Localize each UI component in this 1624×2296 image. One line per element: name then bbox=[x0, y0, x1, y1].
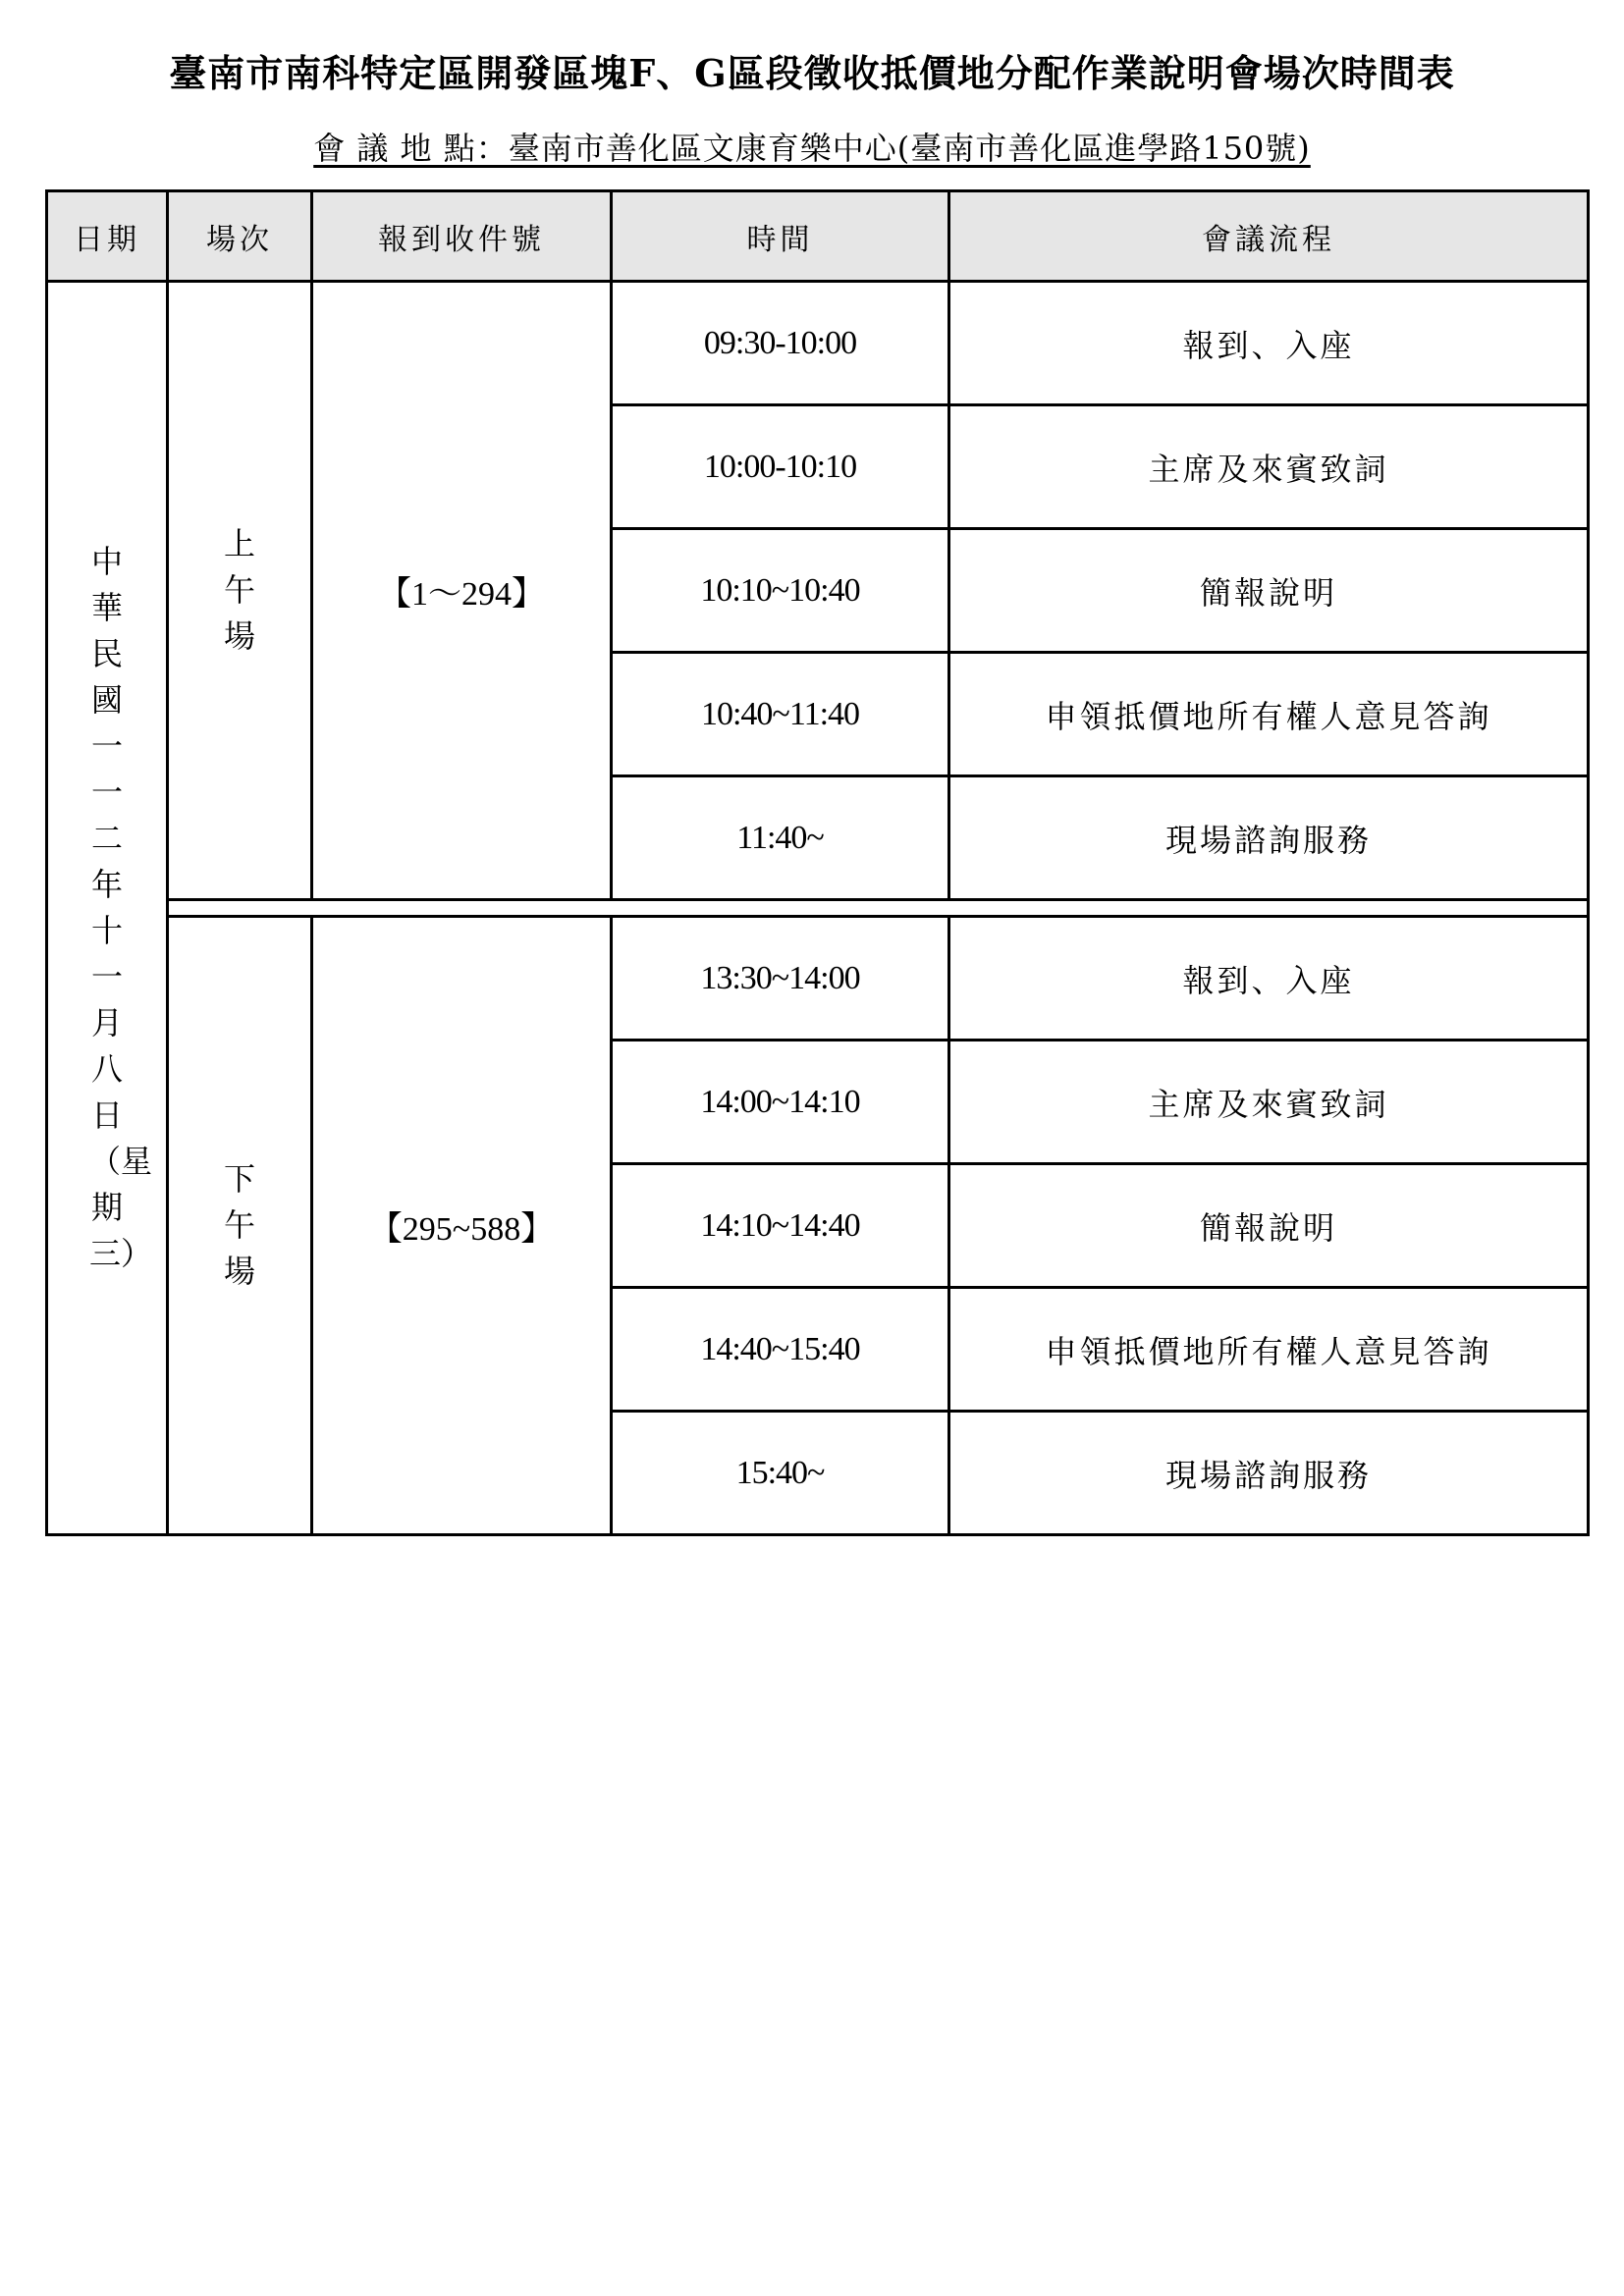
meeting-location bbox=[0, 124, 1624, 169]
checkin-range-afternoon: 【295~588】 bbox=[312, 917, 612, 1535]
time-cell: 13:30~14:00 bbox=[612, 917, 949, 1041]
time-cell: 14:40~15:40 bbox=[612, 1288, 949, 1412]
document-title: 臺南市南科特定區開發區塊F、G區段徵收抵價地分配作業說明會場次時間表 bbox=[169, 51, 1455, 95]
session-cell-morning bbox=[168, 282, 312, 900]
time-cell: 09:30-10:00 bbox=[612, 282, 949, 405]
agenda-cell: 現場諮詢服務 bbox=[949, 776, 1589, 900]
session-name-morning: 上午場 bbox=[223, 525, 255, 655]
header-date: 日期 bbox=[47, 191, 168, 282]
time-cell: 10:40~11:40 bbox=[612, 653, 949, 776]
agenda-cell: 報到、入座 bbox=[949, 282, 1589, 405]
time-cell: 14:00~14:10 bbox=[612, 1041, 949, 1164]
agenda-cell: 簡報說明 bbox=[949, 529, 1589, 653]
schedule-table bbox=[45, 189, 1590, 1536]
header-time: 時間 bbox=[612, 191, 949, 282]
session-name-afternoon: 下午場 bbox=[223, 1160, 255, 1290]
session-separator-row bbox=[47, 900, 1589, 917]
time-cell: 15:40~ bbox=[612, 1412, 949, 1535]
agenda-cell: 現場諮詢服務 bbox=[949, 1412, 1589, 1535]
header-checkin-number: 報到收件號 bbox=[312, 191, 612, 282]
time-cell: 10:10~10:40 bbox=[612, 529, 949, 653]
agenda-cell: 報到、入座 bbox=[949, 917, 1589, 1041]
session-cell-afternoon bbox=[168, 917, 312, 1535]
table-row bbox=[47, 282, 1589, 405]
agenda-cell: 簡報說明 bbox=[949, 1164, 1589, 1288]
agenda-cell: 申領抵價地所有權人意見答詢 bbox=[949, 1288, 1589, 1412]
time-cell: 11:40~ bbox=[612, 776, 949, 900]
header-session: 場次 bbox=[168, 191, 312, 282]
table-row bbox=[47, 917, 1589, 1041]
date-cell bbox=[47, 282, 168, 1535]
checkin-range-morning: 【1～294】 bbox=[312, 282, 612, 900]
date-text: 中華民國一一二年十一月八日（星期三） bbox=[89, 543, 153, 1272]
agenda-cell: 主席及來賓致詞 bbox=[949, 405, 1589, 529]
header-agenda: 會議流程 bbox=[949, 191, 1589, 282]
agenda-cell: 主席及來賓致詞 bbox=[949, 1041, 1589, 1164]
time-cell: 14:10~14:40 bbox=[612, 1164, 949, 1288]
header-row bbox=[47, 191, 1589, 282]
time-cell: 10:00-10:10 bbox=[612, 405, 949, 529]
meeting-location-text: 會 議 地 點：臺南市善化區文康育樂中心(臺南市善化區進學路150號) bbox=[313, 130, 1311, 167]
session-separator bbox=[168, 900, 1589, 917]
agenda-cell: 申領抵價地所有權人意見答詢 bbox=[949, 653, 1589, 776]
